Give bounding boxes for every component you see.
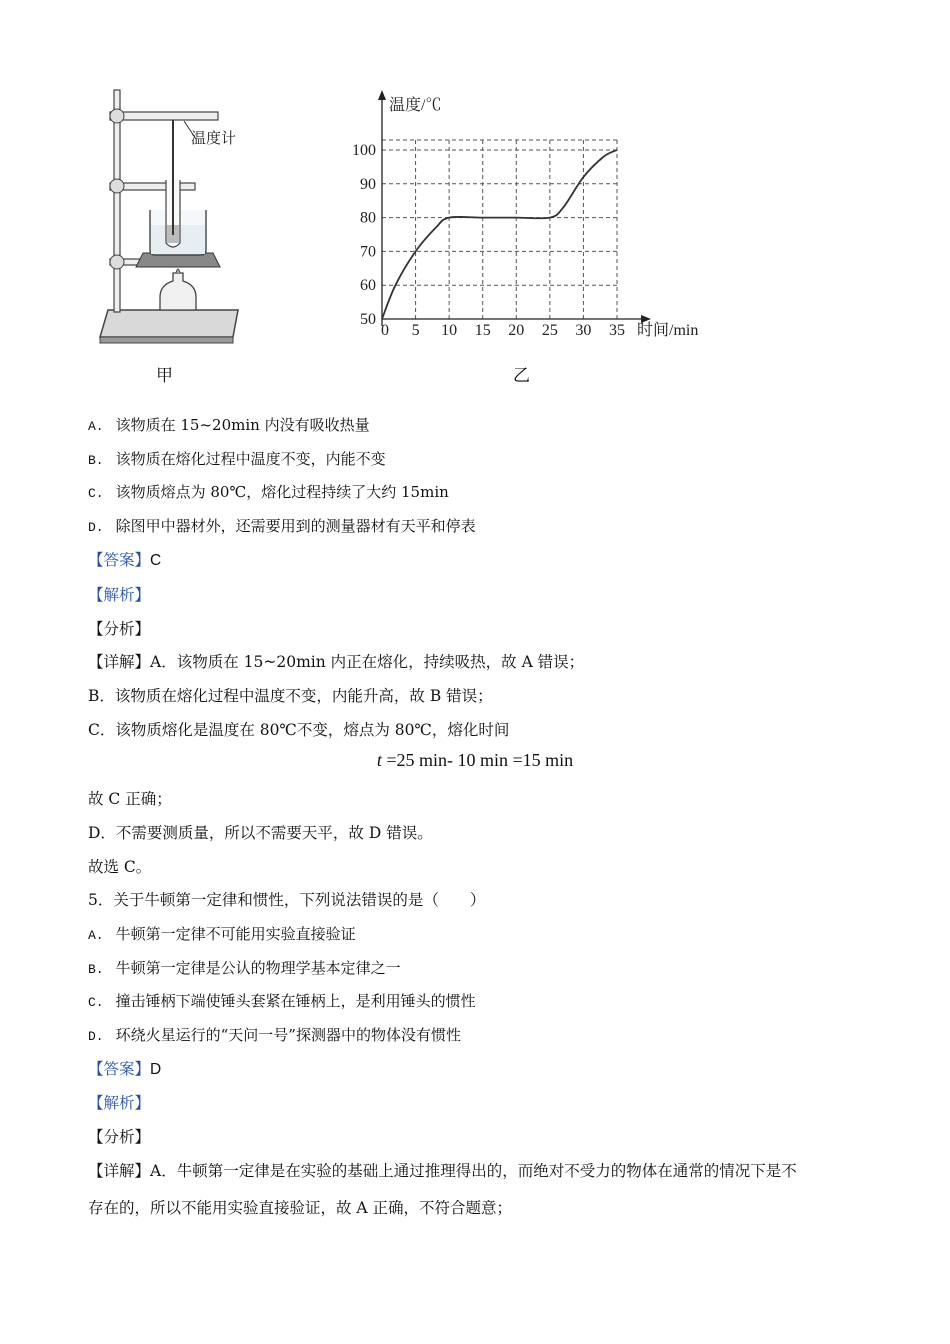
q5-option-a: A. 牛顿第一定律不可能用实验直接验证 xyxy=(88,925,356,943)
q4-formula: t =25 min- 10 min =15 min xyxy=(376,750,574,770)
q4-line-c: C．该物质熔化是温度在 80℃不变，熔点为 80℃，熔化时间 xyxy=(88,721,510,739)
q4-line-b: B．该物质在熔化过程中温度不变，内能升高，故 B 错误； xyxy=(88,687,493,705)
x-tick-label: 10 xyxy=(441,322,458,339)
x-tick-label: 25 xyxy=(541,322,558,339)
q5-option-b: B. 牛顿第一定律是公认的物理学基本定律之一 xyxy=(88,959,401,977)
chart-grid xyxy=(382,140,617,319)
chart-axes xyxy=(378,90,651,326)
q4-fenxi-heading: 【分析】 xyxy=(88,620,151,638)
q4-answer: 【答案】C xyxy=(88,551,162,569)
y-tick-label: 60 xyxy=(360,277,376,295)
q4-option-d: D. 除图甲中器材外，还需要用到的测量器材有天平和停表 xyxy=(88,517,476,535)
thermometer-label: 温度计 xyxy=(191,131,237,147)
q4-option-b: B. 该物质在熔化过程中温度不变，内能不变 xyxy=(88,450,386,468)
x-tick-label: 0 xyxy=(381,322,389,339)
y-tick-label: 80 xyxy=(360,209,376,227)
x-tick-label: 15 xyxy=(474,322,491,339)
q5-xiangjie-cont: 存在的，所以不能用实验直接验证，故 A 正确，不符合题意； xyxy=(88,1199,513,1217)
q5-option-d: D. 环绕火星运行的“天问一号”探测器中的物体没有惯性 xyxy=(88,1026,461,1044)
q5-fenxi-heading: 【分析】 xyxy=(88,1128,151,1146)
q5-xiangjie: 【详解】A．牛顿第一定律是在实验的基础上通过推理得出的，而绝对不受力的物体在通常的情况下是不 xyxy=(88,1162,797,1180)
apparatus-figure xyxy=(88,85,388,385)
temperature-time-chart xyxy=(345,88,715,378)
q4-jiexi-heading: 【解析】 xyxy=(88,586,151,604)
q4-line-c2: 故 C 正确； xyxy=(88,790,172,808)
y-tick-label: 100 xyxy=(352,142,376,159)
y-tick-label: 50 xyxy=(360,311,376,328)
y-tick-label: 90 xyxy=(360,175,376,193)
temperature-curve xyxy=(382,150,617,319)
q4-line-d: D．不需要测质量，所以不需要天平，故 D 错误。 xyxy=(88,824,433,842)
q5-stem: 5．关于牛顿第一定律和惯性，下列说法错误的是（ ） xyxy=(88,891,486,909)
q5-answer: 【答案】D xyxy=(88,1060,162,1078)
x-tick-label: 20 xyxy=(508,322,525,339)
q4-option-c: C. 该物质熔点为 80℃，熔化过程持续了大约 15min xyxy=(88,483,449,501)
figure-yi-caption: 乙 xyxy=(513,366,530,386)
y-tick-label: 70 xyxy=(360,243,376,261)
q5-jiexi-heading: 【解析】 xyxy=(88,1094,151,1112)
x-tick-label: 30 xyxy=(575,322,592,339)
y-axis-arrow xyxy=(378,90,386,100)
x-tick-label: 5 xyxy=(411,322,420,339)
x-axis-label: 时间/min xyxy=(637,322,699,339)
q4-option-a: A. 该物质在 15~20min 内没有吸收热量 xyxy=(88,416,370,434)
q5-option-c: C. 撞击锤柄下端使锤头套紧在锤柄上，是利用锤头的惯性 xyxy=(88,992,476,1010)
figure-jia-caption: 甲 xyxy=(156,366,173,386)
q4-xiangjie: 【详解】A．该物质在 15~20min 内正在熔化，持续吸热，故 A 错误； xyxy=(88,653,585,671)
y-axis-label: 温度/℃ xyxy=(389,97,442,114)
q4-conclusion: 故选 C。 xyxy=(88,858,152,876)
x-tick-label: 35 xyxy=(609,322,625,339)
